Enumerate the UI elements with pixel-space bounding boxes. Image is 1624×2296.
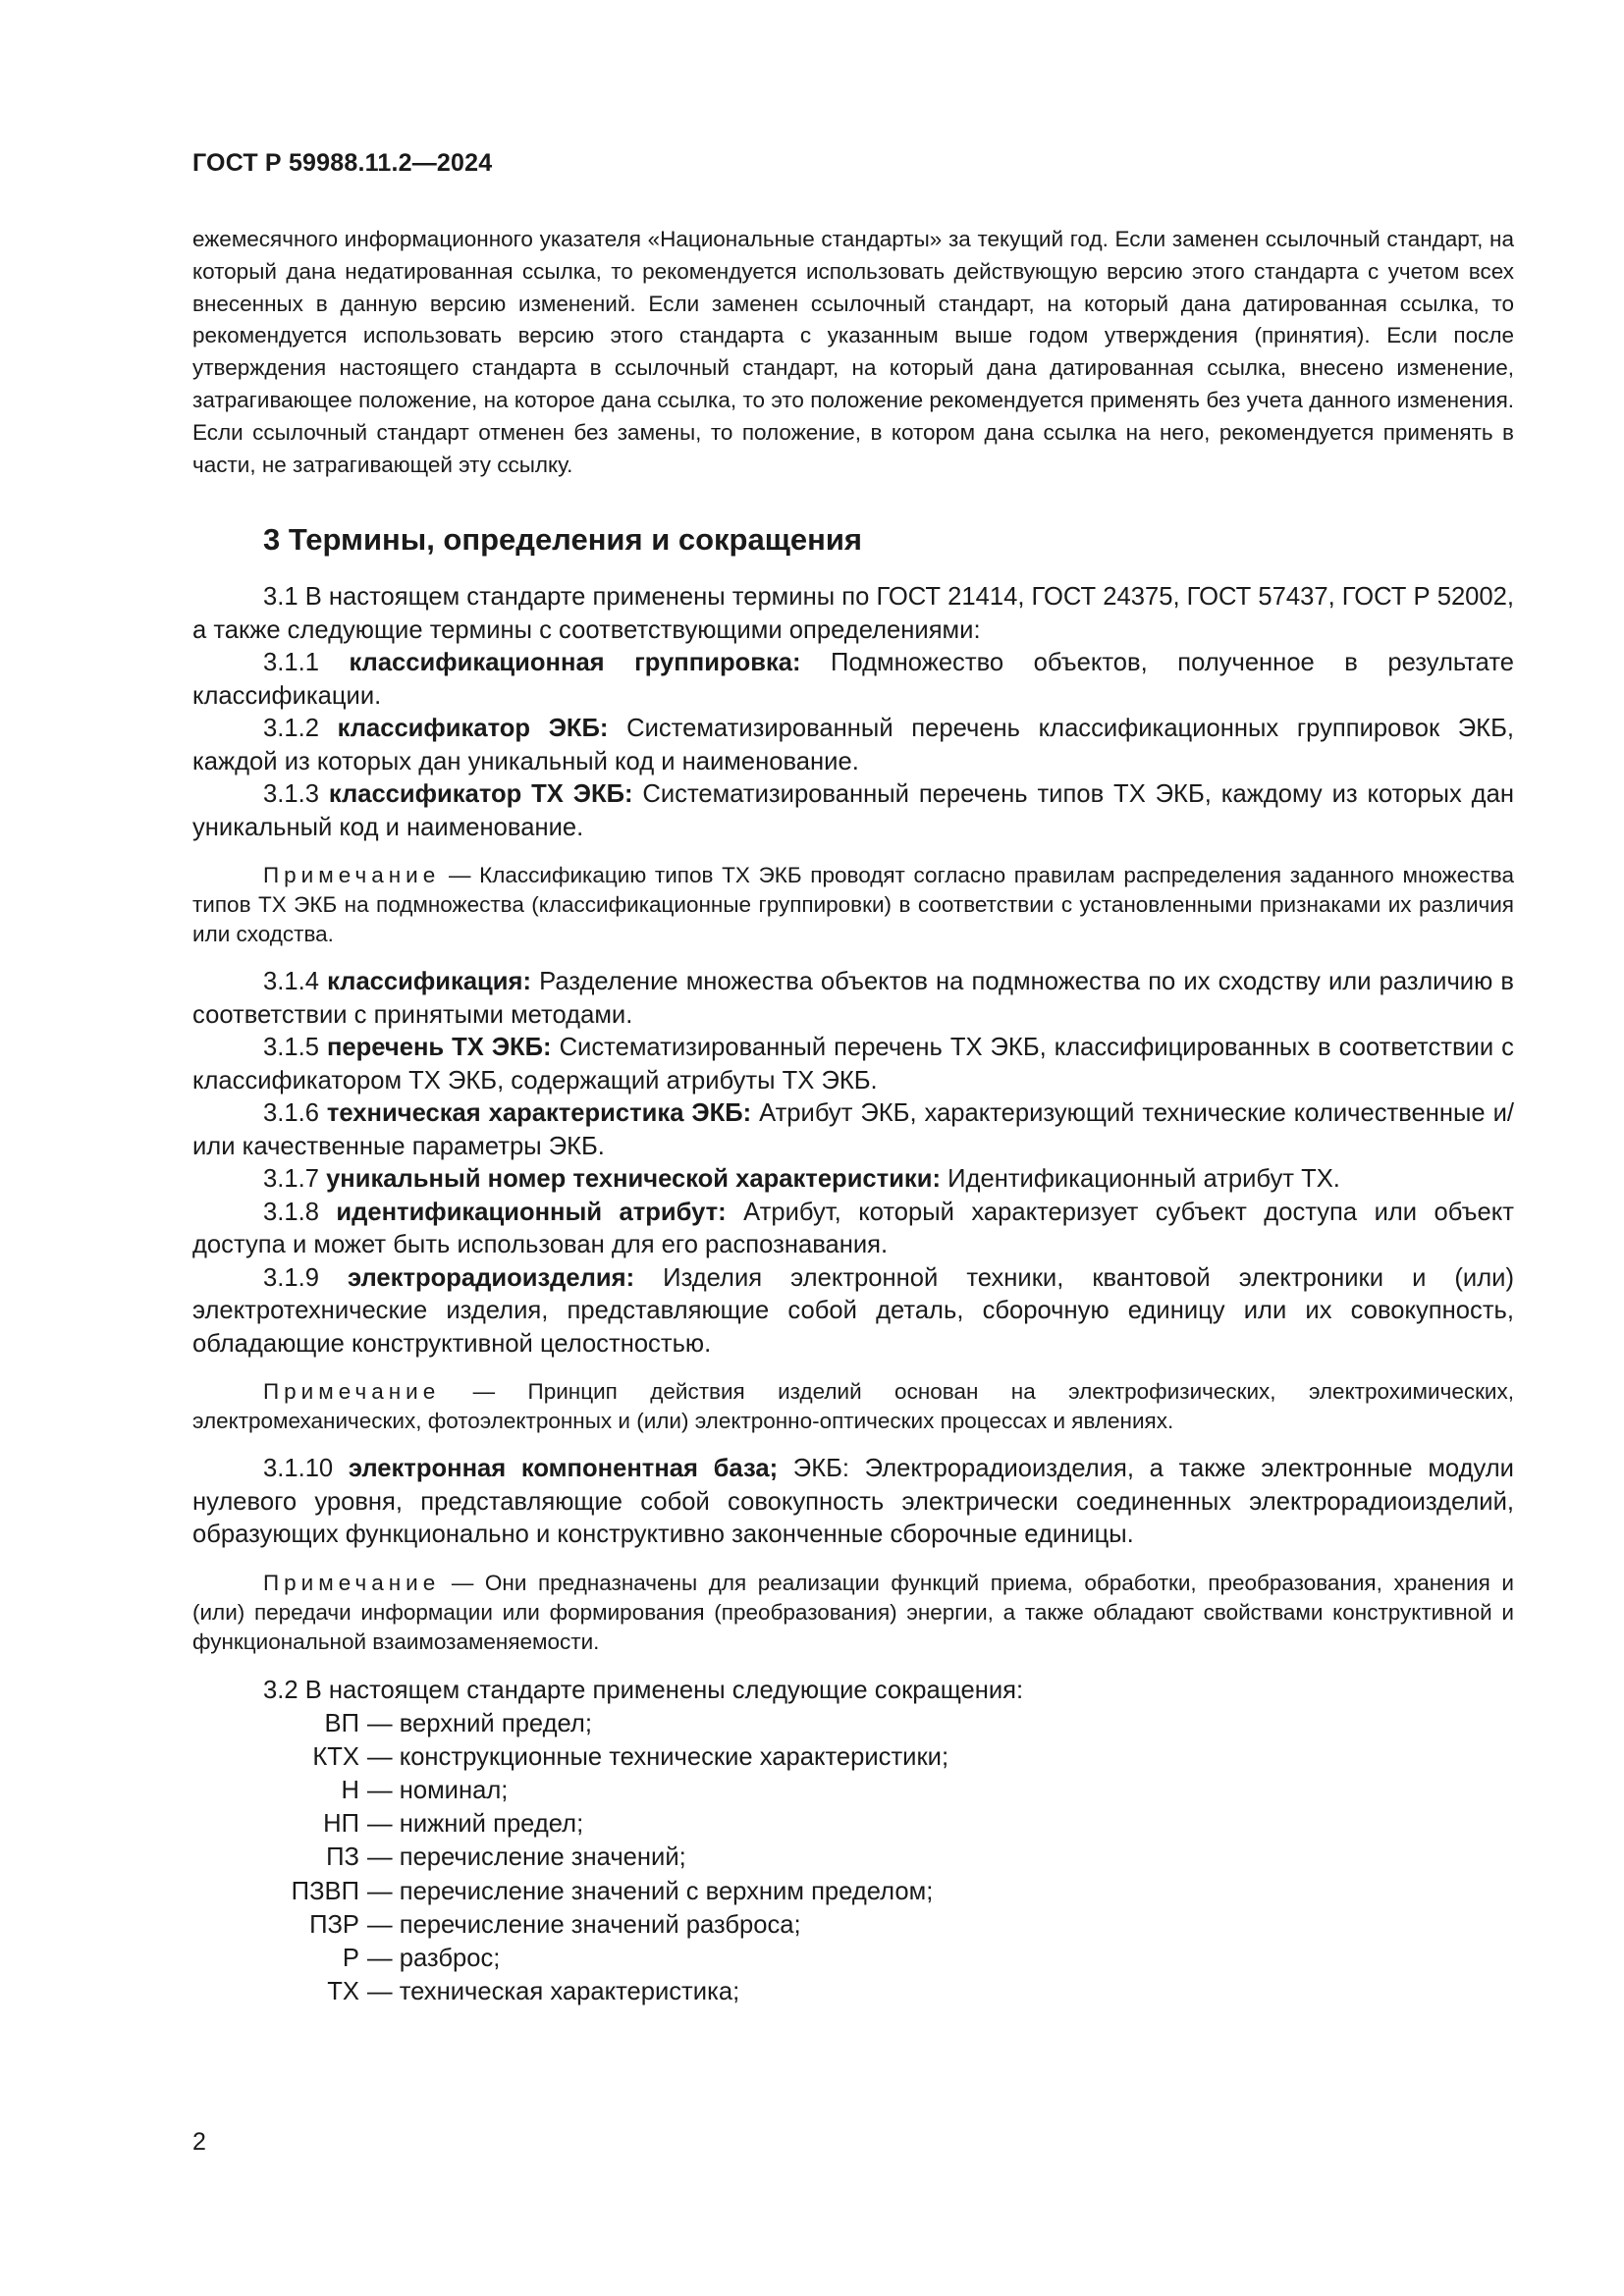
abbreviation-item: [192, 1807, 1514, 1841]
note-3: [192, 1569, 1514, 1657]
term-3-1-6: [192, 1097, 1514, 1163]
abbreviation-definition: — конструкционные технические характеристики;: [367, 1742, 949, 1771]
abbreviation-item: [192, 1942, 1514, 1975]
section-body: [192, 581, 1514, 2008]
term-name: электрорадиоизделия:: [347, 1263, 635, 1292]
term-name: идентификационный атрибут:: [336, 1198, 727, 1226]
note-label: Примечание: [263, 1570, 441, 1595]
abbreviation-code: КТХ: [312, 1742, 359, 1771]
abbreviation-item: [192, 1707, 1514, 1740]
term-3-1-9: [192, 1262, 1514, 1362]
abbreviation-code: Н: [341, 1776, 359, 1804]
term-number: 3.1.2: [263, 715, 319, 742]
term-number: 3.1.6: [263, 1099, 319, 1127]
abbreviation-code: ВП: [324, 1709, 359, 1737]
abbreviation-item: [192, 1875, 1514, 1908]
document-code: ГОСТ Р 59988.11.2—2024: [192, 149, 493, 177]
term-name: классификатор ТХ ЭКБ:: [328, 780, 633, 808]
term-3-1-1: [192, 647, 1514, 713]
abbreviations-list: [192, 1707, 1514, 2009]
term-definition: ЭКБ: Электрорадиоизделия, а также электронные модули нулевого уровня, представляющие собой совокупность электрически соединенных электрорадиоизделий, образующих функционально и конструктивно законченные сборочные единицы.: [192, 1455, 1514, 1548]
term-3-1-5: [192, 1032, 1514, 1097]
note-label: Примечание: [263, 863, 441, 887]
term-definition: Идентификационный атрибут ТХ.: [947, 1165, 1340, 1193]
term-definition: Систематизированный перечень классификационных группировок ЭКБ, каждой из которых дан уникальный код и наименование.: [192, 715, 1514, 775]
abbreviation-definition: — перечисление значений разброса;: [367, 1910, 801, 1939]
term-definition: Подмножество объектов, полученное в результате классификации.: [192, 649, 1514, 710]
paragraph-3-2: 3.2 В настоящем стандарте применены следующие сокращения:: [263, 1676, 1024, 1704]
abbreviation-item: [192, 1841, 1514, 1874]
abbreviation-item: [192, 1908, 1514, 1942]
paragraph-3-1: 3.1 В настоящем стандарте применены термины по ГОСТ 21414, ГОСТ 24375, ГОСТ 57437, ГОСТ Р 52002, а также следующие термины с соответствующими определениями:: [192, 583, 1514, 644]
abbreviation-definition: — перечисление значений;: [367, 1843, 686, 1872]
abbreviation-code: Р: [342, 1944, 359, 1972]
term-number: 3.1.3: [263, 780, 319, 808]
term-name: электронная компонентная база;: [348, 1455, 779, 1482]
term-name: классификационная группировка:: [349, 649, 801, 676]
term-3-1-7: [192, 1163, 1514, 1197]
term-3-1-2: [192, 713, 1514, 778]
abbreviation-code: ПЗ: [326, 1843, 359, 1872]
page-number: 2: [192, 2128, 206, 2156]
term-name: перечень ТХ ЭКБ:: [326, 1034, 552, 1061]
abbreviation-definition: — верхний предел;: [367, 1709, 592, 1737]
note-label: Примечание: [263, 1379, 441, 1404]
term-3-1-4: [192, 966, 1514, 1032]
term-name: классификация:: [327, 968, 531, 995]
term-number: 3.1.9: [263, 1263, 319, 1292]
abbreviation-code: НП: [323, 1810, 359, 1839]
term-number: 3.1.10: [263, 1455, 334, 1482]
note-text: — Принцип действия изделий основан на электрофизических, электрохимических, электромеханических, фотоэлектронных и (или) электронно-оптических процессах и явлениях.: [192, 1379, 1514, 1433]
term-number: 3.1.1: [263, 649, 319, 676]
note-2: [192, 1377, 1514, 1436]
abbreviation-definition: — перечисление значений с верхним пределом;: [367, 1877, 934, 1905]
abbreviation-definition: — нижний предел;: [367, 1810, 584, 1839]
intro-paragraph: ежемесячного информационного указателя «Национальные стандарты» за текущий год. Если заменен ссылочный стандарт, на который дана недатированная ссылка, то рекомендуется использовать действующую версию этого стандарта с учетом всех внесенных в данную версию изменений. Если заменен ссылочный стандарт, на который дана датированная ссылка, то рекомендуется использовать версию этого стандарта с указанным выше годом утверждения (принятия). Если после утверждения настоящего стандарта в ссылочный стандарт, на который дана датированная ссылка, внесено изменение, затрагивающее положение, на которое дана ссылка, то это положение рекомендуется применять без учета данного изменения. Если ссылочный стандарт отменен без замены, то положение, в котором дана ссылка на него, рекомендуется применять в части, не затрагивающей эту ссылку.: [192, 227, 1514, 477]
term-number: 3.1.5: [263, 1034, 319, 1061]
term-name: уникальный номер технической характеристики:: [326, 1165, 941, 1193]
term-definition: Атрибут, который характеризует субъект доступа или объект доступа и может быть использован для его распознавания.: [192, 1198, 1514, 1258]
term-definition: Изделия электронной техники, квантовой электроники и (или) электротехнические изделия, представляющие собой деталь, сборочную единицу или их совокупность, обладающие конструктивной целостностью.: [192, 1263, 1514, 1358]
term-definition: Разделение множества объектов на подмножества по их сходству или различию в соответствии с принятыми методами.: [192, 968, 1514, 1029]
term-definition: Систематизированный перечень ТХ ЭКБ, классифицированных в соответствии с классификатором ТХ ЭКБ, содержащий атрибуты ТХ ЭКБ.: [192, 1034, 1514, 1095]
term-number: 3.1.8: [263, 1198, 319, 1226]
abbreviation-code: ТХ: [327, 1978, 359, 2006]
term-name: техническая характеристика ЭКБ:: [326, 1099, 752, 1127]
term-name: классификатор ЭКБ:: [337, 715, 609, 742]
note-text: — Классификацию типов ТХ ЭКБ проводят согласно правилам распределения заданного множества типов ТХ ЭКБ на подмножества (классификационные группировки) в соответствии с установленными признаками их различия или сходства.: [192, 863, 1514, 946]
term-3-1-8: [192, 1197, 1514, 1262]
abbreviation-definition: — техническая характеристика;: [367, 1978, 740, 2006]
term-3-1-10: [192, 1453, 1514, 1552]
note-text: — Они предназначены для реализации функций приема, обработки, преобразования, хранения и (или) передачи информации или формирования (преобразования) энергии, а также обладают свойствами конструктивной и функциональной взаимозаменяемости.: [192, 1570, 1514, 1654]
abbreviation-item: [192, 1774, 1514, 1807]
term-3-1-3: [192, 778, 1514, 844]
term-definition: Атрибут ЭКБ, характеризующий технические количественные и/или качественные параметры ЭКБ.: [192, 1099, 1514, 1160]
abbreviation-code: ПЗВП: [291, 1877, 359, 1905]
term-number: 3.1.4: [263, 968, 319, 995]
note-1: [192, 861, 1514, 949]
abbreviation-code: ПЗР: [309, 1910, 359, 1939]
abbreviation-definition: — номинал;: [367, 1776, 509, 1804]
section-title: 3 Термины, определения и сокращения: [263, 522, 862, 557]
abbreviation-definition: — разброс;: [367, 1944, 501, 1972]
term-definition: Систематизированный перечень типов ТХ ЭКБ, каждому из которых дан уникальный код и наименование.: [192, 780, 1514, 841]
abbreviation-item: [192, 1975, 1514, 2008]
term-number: 3.1.7: [263, 1165, 319, 1193]
abbreviation-item: [192, 1740, 1514, 1774]
